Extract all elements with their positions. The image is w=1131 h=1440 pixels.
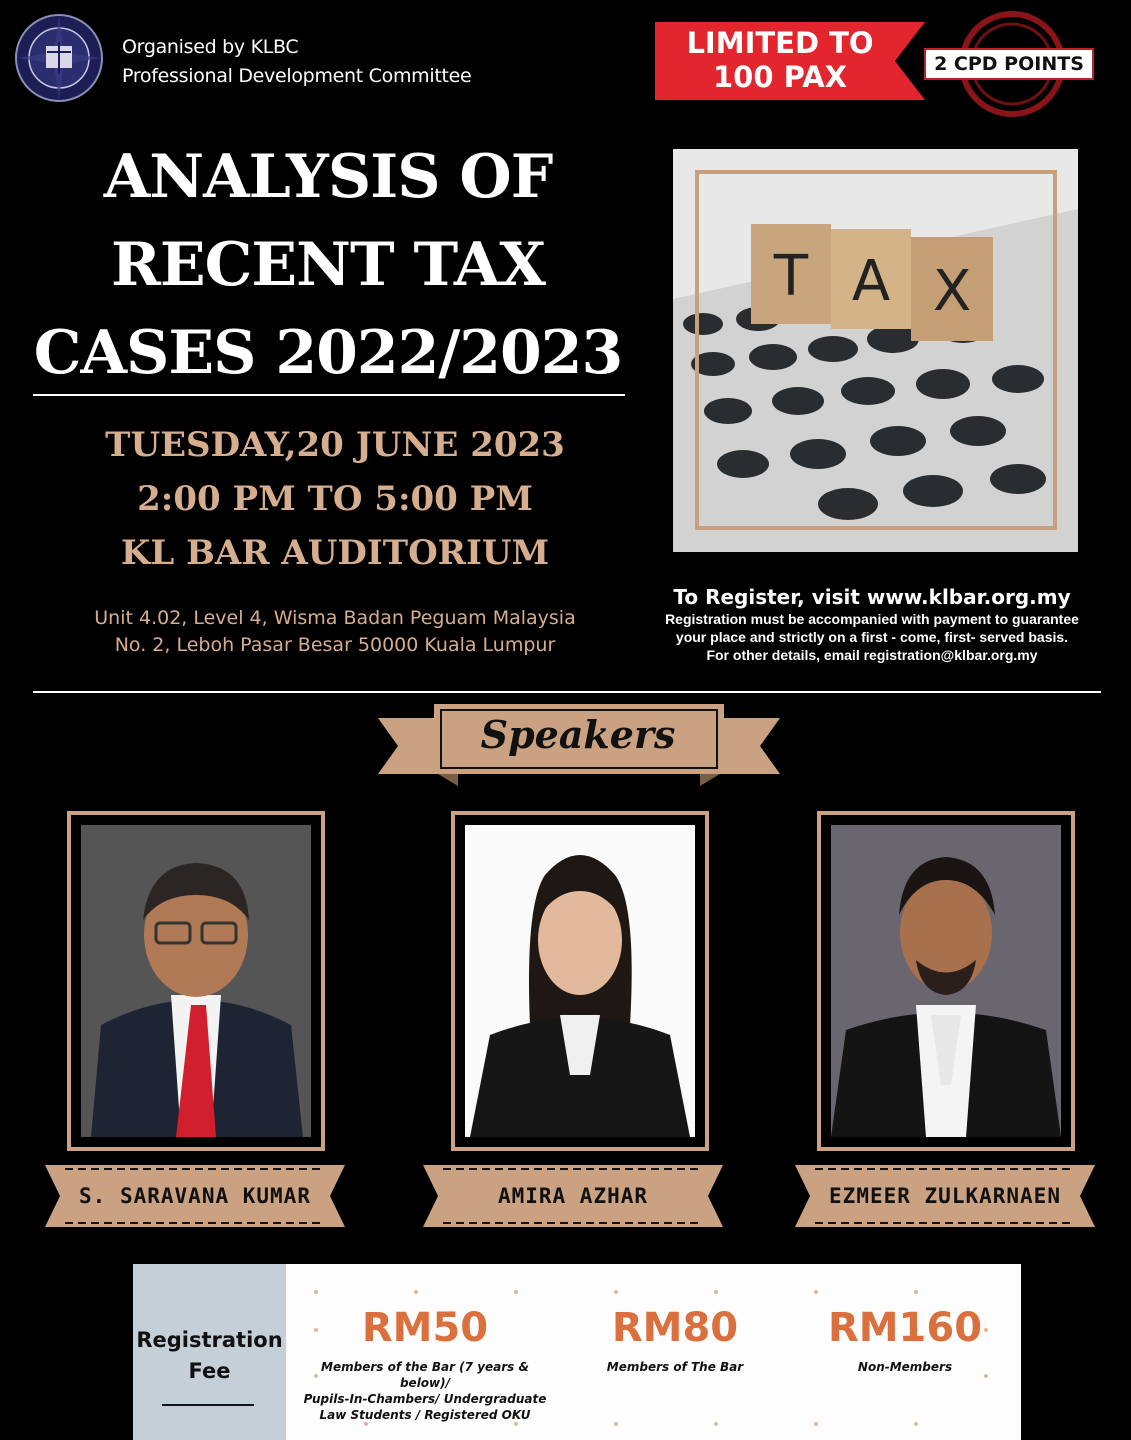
limited-line1: LIMITED TO <box>686 26 874 60</box>
speaker-photo-frame-2 <box>451 811 709 1151</box>
register-heading[interactable]: To Register, visit www.klbar.org.my <box>673 585 1071 609</box>
speaker-photo-3 <box>831 825 1061 1137</box>
speaker-nameplate-2 <box>423 1165 723 1227</box>
fee-label-underline <box>162 1404 254 1406</box>
fee-desc-1-line3: Law Students / Registered OKU <box>319 1408 531 1422</box>
tile-letter-t: T <box>773 244 809 309</box>
section-divider <box>33 691 1101 693</box>
fee-option-1 <box>295 1303 555 1423</box>
speaker-name-2: AMIRA AZHAR <box>497 1184 649 1208</box>
limited-badge <box>660 26 900 94</box>
event-info <box>40 418 630 580</box>
speaker-nameplate-3 <box>795 1165 1095 1227</box>
limited-line2: 100 PAX <box>712 60 848 94</box>
fee-price-1: RM50 <box>361 1305 489 1351</box>
address-line2: No. 2, Leboh Pasar Besar 50000 Kuala Lumpur <box>114 634 556 656</box>
speaker-photo-1 <box>81 825 311 1137</box>
tile-letter-a: A <box>851 249 891 314</box>
organiser-line1: Organised by KLBC <box>122 36 299 58</box>
title-divider <box>33 394 625 396</box>
speaker-name-3: EZMEER ZULKARNAEN <box>829 1184 1061 1208</box>
tile-letter-x: X <box>932 259 972 324</box>
speaker-photo-frame-1 <box>67 811 325 1151</box>
fee-label-line1: Registration <box>136 1328 283 1352</box>
event-date: TUESDAY,20 JUNE 2023 <box>105 425 565 465</box>
cpd-points-badge: 2 CPD POINTS <box>924 48 1094 80</box>
fee-option-3 <box>800 1303 1010 1375</box>
address-line1: Unit 4.02, Level 4, Wisma Badan Peguam Malaysia <box>94 607 576 629</box>
speaker-nameplate-1 <box>45 1165 345 1227</box>
event-venue: KL BAR AUDITORIUM <box>120 533 550 573</box>
register-line2: your place and strictly on a first - come, first- served basis. <box>675 629 1069 645</box>
title-line1: ANALYSIS OF <box>103 142 553 212</box>
speaker-photo-frame-3 <box>817 811 1075 1151</box>
fee-option-2 <box>575 1303 775 1375</box>
fee-desc-1-line2: Pupils-In-Chambers/ Undergraduate <box>303 1392 547 1406</box>
fee-desc-1 <box>295 1359 555 1423</box>
event-time: 2:00 PM TO 5:00 PM <box>137 479 533 519</box>
register-info <box>642 584 1102 664</box>
fee-price-2: RM80 <box>611 1305 739 1351</box>
title-line3: CASES 2022/2023 <box>33 318 623 388</box>
speakers-heading: Speakers <box>480 712 676 757</box>
speaker-photo-2 <box>465 825 695 1137</box>
klbc-logo <box>14 12 104 104</box>
photo-frame <box>695 170 1057 530</box>
register-line1: Registration must be accompanied with payment to guarantee <box>665 611 1079 627</box>
event-address <box>40 605 630 659</box>
fee-desc-1-line1: Members of the Bar (7 years & below)/ <box>321 1360 529 1390</box>
title-line2: RECENT TAX <box>111 230 545 300</box>
fee-desc-3: Non-Members <box>857 1360 953 1374</box>
fee-price-3: RM160 <box>827 1305 983 1351</box>
speaker-name-1: S. SARAVANA KUMAR <box>79 1184 311 1208</box>
fee-desc-2: Members of The Bar <box>606 1360 744 1374</box>
organiser-text <box>122 33 471 91</box>
registration-fee-label <box>133 1325 286 1387</box>
page-title <box>18 133 638 397</box>
organiser-line2: Professional Development Committee <box>122 65 472 87</box>
fee-label-line2: Fee <box>188 1359 231 1383</box>
register-line3[interactable]: For other details, email registration@klbar.org.my <box>706 647 1038 663</box>
